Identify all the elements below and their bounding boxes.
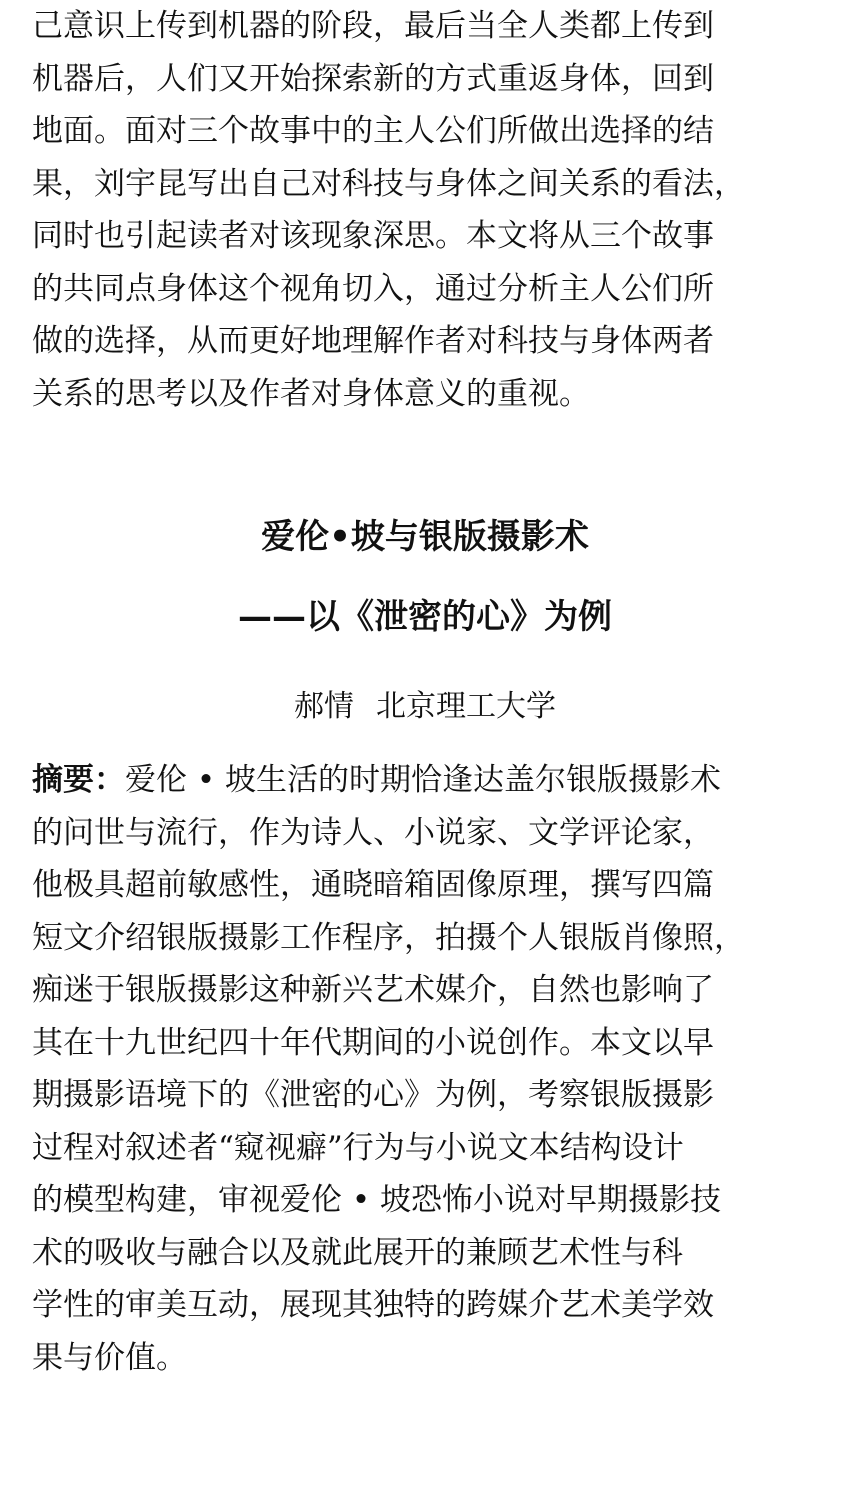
- abstract-line: 短文介绍银版摄影工作程序，拍摄个人银版肖像照，: [32, 919, 745, 956]
- article-subtitle: ——以《泄密的心》为例: [238, 597, 612, 637]
- author-affiliation: 北京理工大学: [376, 689, 556, 724]
- author-line: [0, 685, 850, 729]
- abstract-line: 学性的审美互动，展现其独特的跨媒介艺术美学效: [32, 1287, 714, 1323]
- abstract-line: [32, 754, 847, 807]
- author-name: 郝情: [294, 689, 354, 724]
- intro-line: 同时也引起读者对该现象深思。本文将从三个故事: [32, 218, 714, 254]
- abstract-line-text: 爱伦 • 坡生活的时期恰逢达盖尔银版摄影术: [125, 762, 721, 798]
- abstract-line: 的模型构建，审视爱伦 • 坡恐怖小说对早期摄影技: [32, 1182, 721, 1218]
- abstract-line: 果与价值。: [32, 1339, 187, 1376]
- abstract-line: 其在十九世纪四十年代期间的小说创作。本文以早: [32, 1024, 714, 1061]
- abstract-line: 过程对叙述者“窥视癖”行为与小说文本结构设计: [32, 1129, 684, 1166]
- abstract-line: 他极具超前敏感性，通晓暗箱固像原理，撰写四篇: [32, 867, 714, 903]
- abstract-line: 期摄影语境下的《泄密的心》为例，考察银版摄影: [32, 1077, 714, 1113]
- intro-paragraph: [32, 0, 847, 420]
- intro-line: 关系的思考以及作者对身体意义的重视。: [32, 375, 590, 412]
- intro-line: 地面。面对三个故事中的主人公们所做出选择的结: [32, 113, 714, 149]
- abstract-line: 术的吸收与融合以及就此展开的兼顾艺术性与科: [32, 1234, 683, 1271]
- article-title: 爱伦•坡与银版摄影术: [261, 517, 589, 557]
- intro-line: 果，刘宇昆写出自己对科技与身体之间关系的看法，: [32, 165, 745, 202]
- abstract-line: 痴迷于银版摄影这种新兴艺术媒介，自然也影响了: [32, 972, 714, 1008]
- abstract-label: 摘要：: [32, 762, 125, 798]
- intro-line: 的共同点身体这个视角切入，通过分析主人公们所: [32, 270, 714, 307]
- intro-line: 机器后，人们又开始探索新的方式重返身体，回到: [32, 60, 714, 97]
- intro-line: 己意识上传到机器的阶段，最后当全人类都上传到: [32, 8, 714, 44]
- intro-line: 做的选择，从而更好地理解作者对科技与身体两者: [32, 323, 714, 359]
- abstract-line: 的问世与流行，作为诗人、小说家、文学评论家，: [32, 814, 714, 851]
- abstract-paragraph: [32, 754, 847, 1384]
